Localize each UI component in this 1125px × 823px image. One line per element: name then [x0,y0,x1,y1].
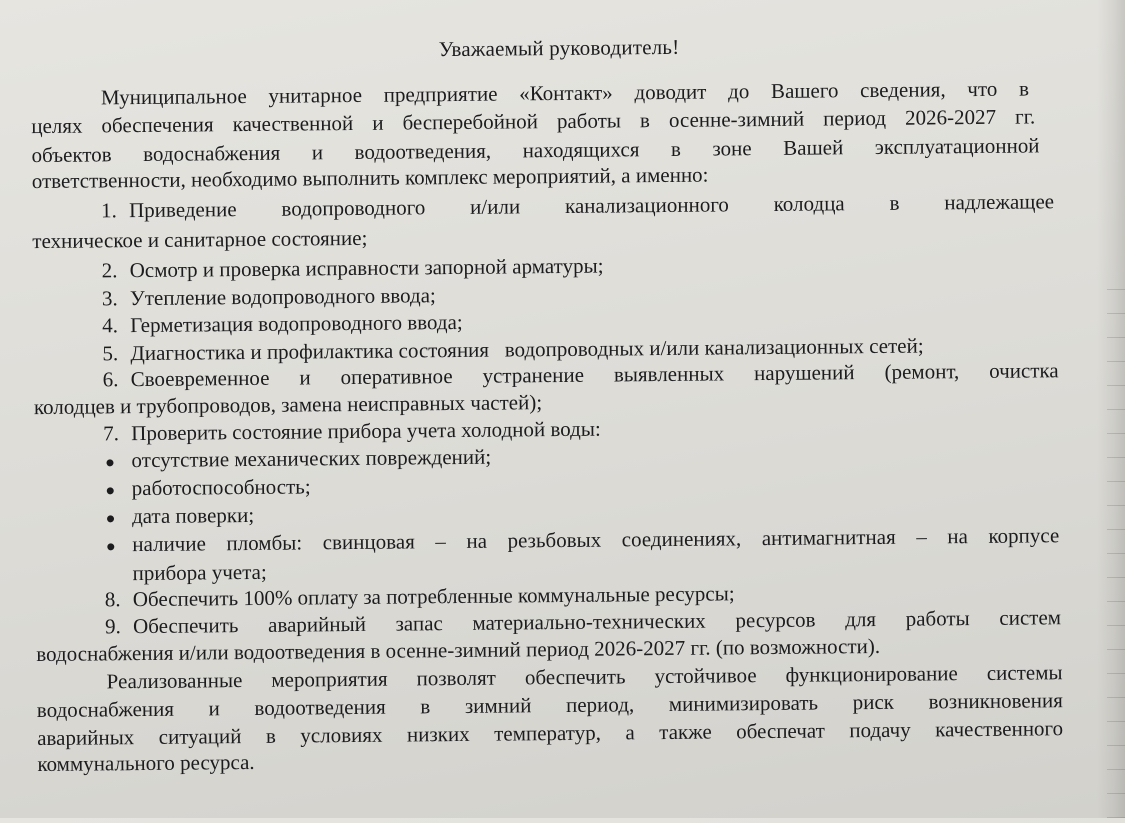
item-number: 4. [102,313,119,338]
item-number: 3. [101,286,118,311]
item-text: Обеспечить 100% оплату за потребленные коммунальные ресурсы; [132,581,735,612]
item-number: 2. [101,258,118,283]
intro-line: Муниципальное унитарное предприятие «Контакт» доводит до Вашего сведения, что в [100,76,1030,110]
item-text: Проверить состояние прибора учета холодной воды: [131,416,601,446]
item-text: колодцев и трубопроводов, замена неисправных частей); [33,390,543,420]
conclusion-line: коммунального ресурса. [37,749,255,777]
bullet-text: наличие пломбы: свинцовая – на резьбовых соединениях, антимагнитная – на корпусе [132,523,1060,557]
item-text: Осмотр и проверка исправности запорной арматуры; [129,253,604,283]
item-text: Утепление водопроводного ввода; [129,283,436,311]
item-text: водоснабжения и/или водоотведения в осенне-зимний период 2026-2027 гг. (по возможности). [36,633,881,667]
bullet-dot [106,459,113,466]
conclusion-line: водоснабжения и водоотведения в зимний период, минимизировать риск возникновения [36,688,1063,723]
item-number: 7. [103,421,120,446]
item-text: Своевременное и оперативное устранение выявленных нарушений (ремонт, очистка [130,358,1059,392]
intro-line: ответственности, необходимо выполнить комплекс мероприятий, а именно: [31,162,709,194]
item-text: техническое и санитарное состояние; [32,225,368,254]
bullet-dot [107,515,114,522]
conclusion-line: Реализованные мероприятия позволят обеспечить устойчивое функционирование системы [106,660,1063,694]
item-text: Герметизация водопроводного ввода; [130,309,463,338]
item-text: Диагностика и профилактика состояния водопроводных и/или канализационных сетей; [130,333,924,366]
item-text: Обеспечить аварийный запас материально-технических ресурсов для работы систем [132,605,1062,639]
item-text: Приведение водопроводного и/или канализационного колодца в надлежащее [128,189,1055,223]
bullet-dot [107,487,114,494]
intro-line: объектов водоснабжения и водоотведения, находящихся в зоне Вашей эксплуатационной [31,133,1040,168]
item-number: 5. [102,341,119,366]
bullet-text: дата поверки; [131,502,255,529]
letter-greeting: Уважаемый руководитель! [438,34,680,62]
conclusion-line: аварийных ситуаций в условиях низких температур, а также обеспечат подачу качественного [37,716,1064,751]
bullet-text: отсутствие механических повреждений; [131,444,492,473]
item-number: 9. [104,614,121,639]
page-edge-shadow [1097,0,1125,818]
intro-line: целях обеспечения качественной и бесперебойной работы в осенне-зимний период 2026-2027 гг. [31,104,1036,139]
bullet-text: прибора учета; [132,559,267,586]
bullet-dot [107,543,114,550]
item-number: 1. [100,198,117,223]
bullet-text: работоспособность; [131,474,311,501]
item-number: 6. [102,367,119,392]
item-number: 8. [104,587,121,612]
